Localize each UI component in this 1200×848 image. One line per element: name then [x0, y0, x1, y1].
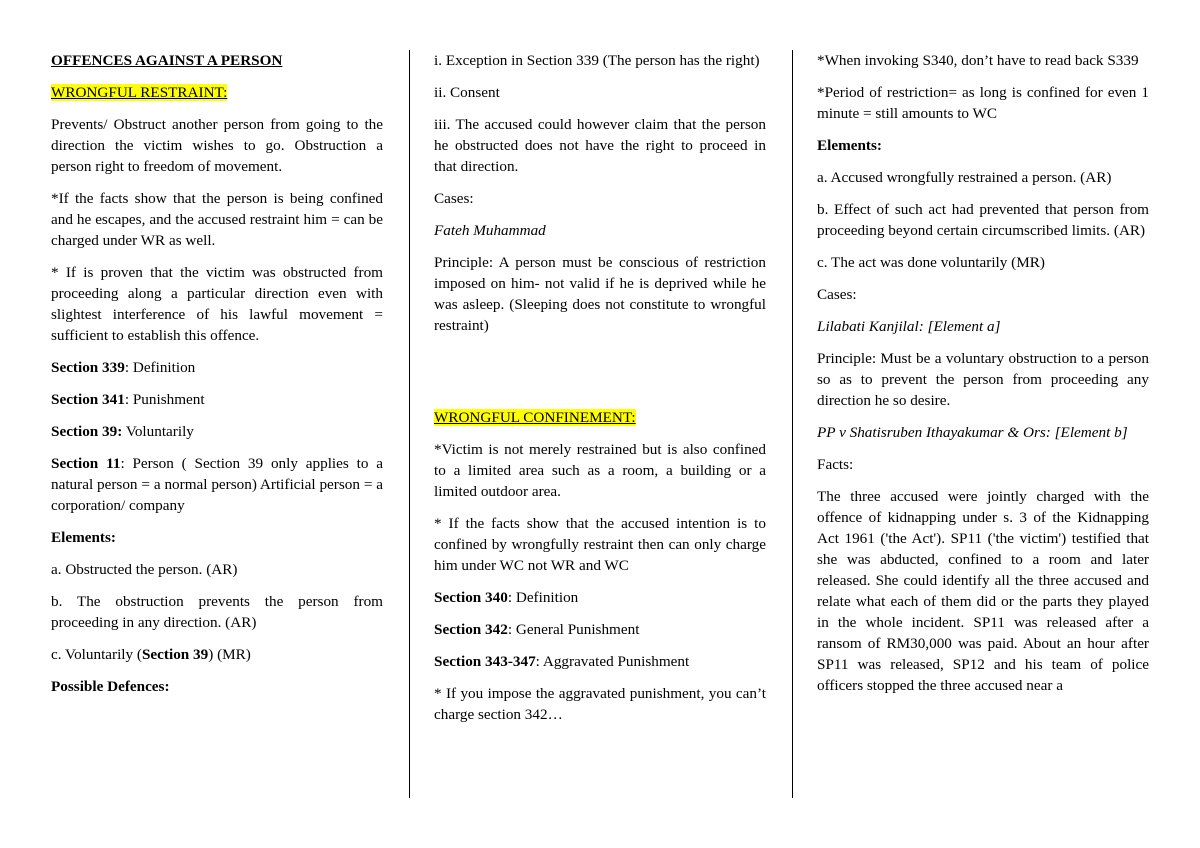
element-c: c. Voluntarily (Section 39) (MR) [51, 646, 251, 663]
facts-heading: Facts: [817, 456, 854, 473]
case-fateh-muhammad: Fateh Muhammad [434, 222, 546, 239]
defence-iii: iii. The accused could however claim that the person he obstructed does not have the right to proceed in that direction. [434, 116, 766, 175]
wc-element-b: b. Effect of such act had prevented that person from proceeding beyond certain circumscribed limits. (AR) [817, 201, 1149, 239]
column-divider-1 [409, 50, 410, 798]
wc-element-c: c. The act was done voluntarily (MR) [817, 254, 1045, 271]
wc-element-a: a. Accused wrongfully restrained a person. (AR) [817, 169, 1112, 186]
wc-definition: *Victim is not merely restrained but is also confined to a limited area such as a room, a building or a limited outdoor area. [434, 441, 766, 500]
section-339: Section 339: Definition [51, 359, 196, 376]
column-divider-2 [792, 50, 793, 798]
section-11: Section 11: Person ( Section 39 only applies to a natural person = a normal person) Artificial person = a corporation/ company [51, 455, 383, 514]
principle-lilabati: Principle: Must be a voluntary obstruction to a person so as to prevent the person from proceeding any direction he so desire. [817, 350, 1149, 409]
defence-ii: ii. Consent [434, 84, 500, 101]
case-shatisruben: PP v Shatisruben Ithayakumar & Ors: [Element b] [817, 424, 1128, 441]
facts-text: The three accused were jointly charged with the offence of kidnapping under s. 3 of the Kidnapping Act 1961 ('the Act'). SP11 ('the victim') testified that she was abducted, confined to a room and later released. She could identify all the three accused and relate what each of them did or the parts they played in the whole incident. SP11 was released after a ransom of RM30,000 was paid. About an hour after SP11 was released, SP12 and his team of police officers stopped the three accused near a [817, 488, 1149, 694]
wc-note-intention: * If the facts show that the accused intention is to confined by wrongfully restraint then can only charge him under WC not WR and WC [434, 515, 766, 574]
defences-heading: Possible Defences: [51, 678, 170, 695]
wr-definition: Prevents/ Obstruct another person from going to the direction the victim wishes to go. Obstruction a person right to freedom of movement. [51, 116, 383, 175]
spacer [434, 347, 766, 407]
principle-fateh: Principle: A person must be conscious of restriction imposed on him- not valid if he is deprived while he was asleep. (Sleeping does not constitute to wrongful restraint) [434, 254, 766, 334]
wr-note-proof: * If is proven that the victim was obstructed from proceeding along a particular direction even with slightest interference of his lawful movement = sufficient to establish this offence. [51, 264, 383, 344]
wr-note-escape: *If the facts show that the person is being confined and he escapes, and the accused restraint him = can be charged under WR as well. [51, 190, 383, 249]
elements-heading: Elements: [51, 529, 116, 546]
defence-i: i. Exception in Section 339 (The person has the right) [434, 52, 760, 69]
element-b: b. The obstruction prevents the person from proceeding in any direction. (AR) [51, 593, 383, 631]
section-340: Section 340: Definition [434, 589, 579, 606]
section-39: Section 39: Voluntarily [51, 423, 194, 440]
heading-wrongful-confinement: WRONGFUL CONFINEMENT: [434, 409, 636, 426]
wc-note-period: *Period of restriction= as long is confined for even 1 minute = still amounts to WC [817, 84, 1149, 122]
page-title: OFFENCES AGAINST A PERSON [51, 52, 283, 69]
wc-note-s340: *When invoking S340, don’t have to read back S339 [817, 52, 1139, 69]
section-343-347: Section 343-347: Aggravated Punishment [434, 653, 690, 670]
element-a: a. Obstructed the person. (AR) [51, 561, 238, 578]
section-341: Section 341: Punishment [51, 391, 205, 408]
heading-wrongful-restraint: WRONGFUL RESTRAINT: [51, 84, 228, 101]
cases-heading: Cases: [434, 190, 474, 207]
case-lilabati: Lilabati Kanjilal: [Element a] [817, 318, 1001, 335]
column-2 [434, 50, 766, 736]
wc-cases-heading: Cases: [817, 286, 857, 303]
column-3 [817, 50, 1149, 707]
wc-elements-heading: Elements: [817, 137, 882, 154]
wc-note-aggravated: * If you impose the aggravated punishment, you can’t charge section 342… [434, 685, 766, 723]
section-342: Section 342: General Punishment [434, 621, 640, 638]
column-1 [51, 50, 383, 708]
